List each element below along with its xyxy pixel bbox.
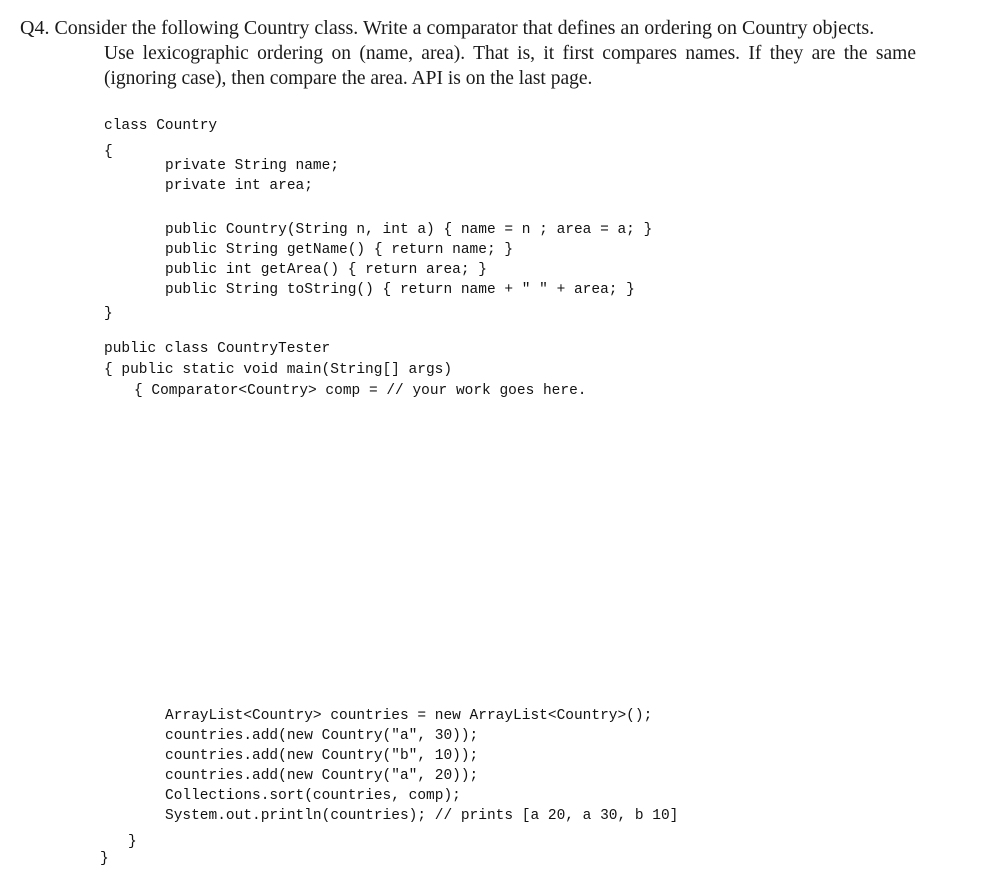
- code-line-add-1: countries.add(new Country("a", 30));: [165, 728, 479, 744]
- main-method-signature: { public static void main(String[] args): [104, 362, 453, 378]
- question-line-2: Use lexicographic ordering on (name, area). That is, it first compares names. If they are the same: [104, 43, 916, 64]
- question-line-1: Q4. Consider the following Country class. Write a comparator that defines an ordering on Country objects.: [20, 17, 875, 39]
- country-class-close-brace: }: [104, 306, 113, 322]
- method-tostring: public String toString() { return name + " " + area; }: [165, 282, 635, 298]
- code-line-add-3: countries.add(new Country("a", 20));: [165, 768, 479, 784]
- tester-class-header: public class CountryTester: [104, 341, 331, 357]
- country-class-open-brace: {: [104, 144, 113, 160]
- question-line-3: (ignoring case), then compare the area. API is on the last page.: [104, 68, 593, 89]
- method-getname: public String getName() { return name; }: [165, 242, 514, 258]
- field-area: private int area;: [165, 178, 313, 194]
- country-class-header: class Country: [104, 118, 218, 134]
- field-name: private String name;: [165, 158, 340, 174]
- tester-close-brace: }: [100, 851, 109, 867]
- code-line-sort: Collections.sort(countries, comp);: [165, 788, 461, 804]
- code-line-arraylist: ArrayList<Country> countries = new ArrayList<Country>();: [165, 708, 653, 724]
- method-constructor: public Country(String n, int a) { name = n ; area = a; }: [165, 222, 653, 238]
- code-line-add-2: countries.add(new Country("b", 10));: [165, 748, 479, 764]
- method-getarea: public int getArea() { return area; }: [165, 262, 487, 278]
- comparator-declaration: { Comparator<Country> comp = // your work goes here.: [134, 383, 587, 399]
- code-line-println: System.out.println(countries); // prints [a 20, a 30, b 10]: [165, 808, 679, 824]
- main-close-brace: }: [128, 834, 137, 850]
